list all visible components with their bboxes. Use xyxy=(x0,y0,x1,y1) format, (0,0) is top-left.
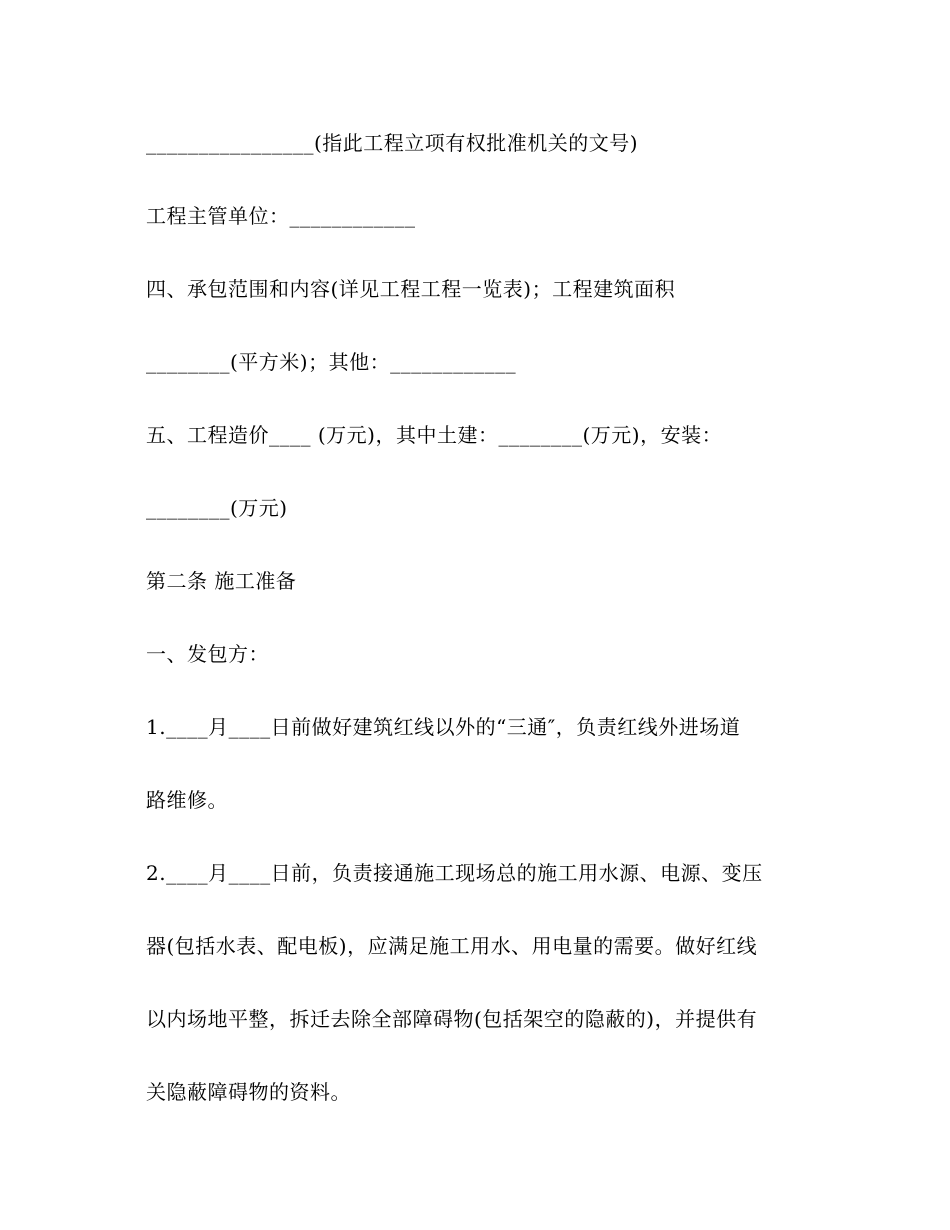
item-two-line-1: 2.____月____日前，负责接通施工现场总的施工用水源、电源、变压 xyxy=(146,861,763,885)
contract-scope-line: 四、承包范围和内容(详见工程工程一览表)；工程建筑面积 xyxy=(146,277,676,301)
building-area-line: ________(平方米)；其他：____________ xyxy=(146,350,517,374)
supervising-unit-line: 工程主管单位：____________ xyxy=(146,204,416,228)
installation-cost-line: ________(万元) xyxy=(146,496,288,520)
item-two-line-4: 关隐蔽障碍物的资料。 xyxy=(146,1080,351,1104)
approval-document-number-line: ________________(指此工程立项有权批准机关的文号) xyxy=(146,131,639,155)
article-two-heading: 第二条 施工准备 xyxy=(146,569,297,593)
item-one-line-1: 1.____月____日前做好建筑红线以外的“三通″，负责红线外进场道 xyxy=(146,715,741,739)
project-cost-line: 五、工程造价____ (万元)，其中土建：________(万元)，安装： xyxy=(146,423,723,447)
item-one-line-2: 路维修。 xyxy=(146,788,228,812)
employer-heading: 一、发包方： xyxy=(146,642,269,666)
item-two-line-2: 器(包括水表、配电板)，应满足施工用水、用电量的需要。做好红线 xyxy=(146,934,758,958)
item-two-line-3: 以内场地平整，拆迁去除全部障碍物(包括架空的隐蔽的)，并提供有 xyxy=(146,1007,758,1031)
